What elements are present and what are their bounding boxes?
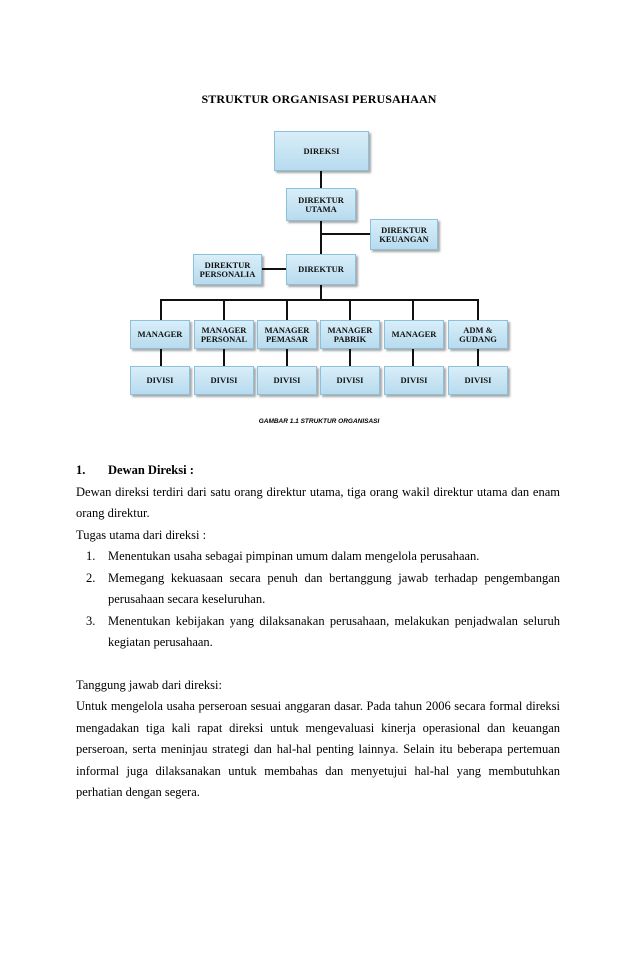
box-adm-gudang: ADM & GUDANG (448, 320, 508, 349)
connector-direktur-bus (320, 285, 322, 300)
responsibility-paragraph: Untuk mengelola usaha perseroan sesuai anggaran dasar. Pada tahun 2006 secara formal direksi mengadakan tiga kali rapat direksi untuk mengevaluasi kinerja operasional dan keuangan perseroan, serta meninjau strategi dan hal-hal penting lainnya. Selain itu beberapa pertemuan informal juga dilaksanakan untuk membahas dan menyetujui hal-hal yang membutuhkan perhatian dengan segera. (76, 699, 560, 799)
tasks-list (76, 546, 560, 654)
box-direksi: DIREKSI (274, 131, 369, 171)
connector-manager-bus (160, 299, 479, 301)
connector-drop-5 (412, 299, 414, 321)
box-manager-pemasar: MANAGER PEMASAR (257, 320, 317, 349)
connector-drop-1 (160, 299, 162, 321)
box-direktur-keuangan: DIREKTUR KEUANGAN (370, 219, 438, 250)
connector-drop-3 (286, 299, 288, 321)
box-direktur: DIREKTUR (286, 254, 356, 285)
tasks-label: Tugas utama dari direksi : (76, 527, 207, 542)
connector-div-4 (349, 349, 351, 366)
figure-caption: GAMBAR 1.1 STRUKTUR ORGANISASI (258, 418, 380, 425)
box-divisi-6: DIVISI (448, 366, 508, 395)
connector-div-1 (160, 349, 162, 366)
connector-direksi-utama (320, 170, 322, 190)
box-manager-personal: MANAGER PERSONAL (194, 320, 254, 349)
connector-div-2 (223, 349, 225, 366)
box-divisi-5: DIVISI (384, 366, 444, 395)
box-divisi-3: DIVISI (257, 366, 317, 395)
intro-paragraph: Dewan direksi terdiri dari satu orang direktur utama, tiga orang wakil direktur utama dan enam orang direktur. (76, 484, 560, 520)
page-title: STRUKTUR ORGANISASI PERUSAHAAN (201, 92, 437, 106)
box-divisi-2: DIVISI (194, 366, 254, 395)
connector-keuangan (321, 233, 370, 235)
section-number: 1. (76, 463, 86, 477)
box-manager-1: MANAGER (130, 320, 190, 349)
responsibility-label: Tanggung jawab dari direksi: (76, 677, 222, 692)
connector-drop-2 (223, 299, 225, 321)
box-divisi-1: DIVISI (130, 366, 190, 395)
connector-div-5 (412, 349, 414, 366)
box-manager-pabrik: MANAGER PABRIK (320, 320, 380, 349)
box-manager-5: MANAGER (384, 320, 444, 349)
list-item: 1. Menentukan usaha sebagai pimpinan umum dalam mengelola perusahaan. (86, 549, 480, 563)
list-item: 3. Menentukan kebijakan yang dilaksanakan perusahaan, melakukan penjadwalan seluruh kegiatan perusahaan. (86, 613, 560, 649)
org-chart (0, 125, 638, 430)
box-direktur-utama: DIREKTUR UTAMA (286, 188, 356, 221)
box-divisi-4: DIVISI (320, 366, 380, 395)
connector-utama-direktur (320, 221, 322, 255)
body-text (76, 460, 560, 804)
connector-personalia (262, 268, 286, 270)
connector-drop-4 (349, 299, 351, 321)
section-title: Dewan Direksi : (108, 463, 194, 477)
connector-div-3 (286, 349, 288, 366)
box-direktur-personalia: DIREKTUR PERSONALIA (193, 254, 262, 285)
connector-drop-6 (477, 299, 479, 321)
list-item: 2. Memegang kekuasaan secara penuh dan bertanggung jawab terhadap pengembangan perusahaan secara keseluruhan. (86, 570, 560, 606)
connector-div-6 (477, 349, 479, 366)
section-heading (76, 460, 560, 482)
